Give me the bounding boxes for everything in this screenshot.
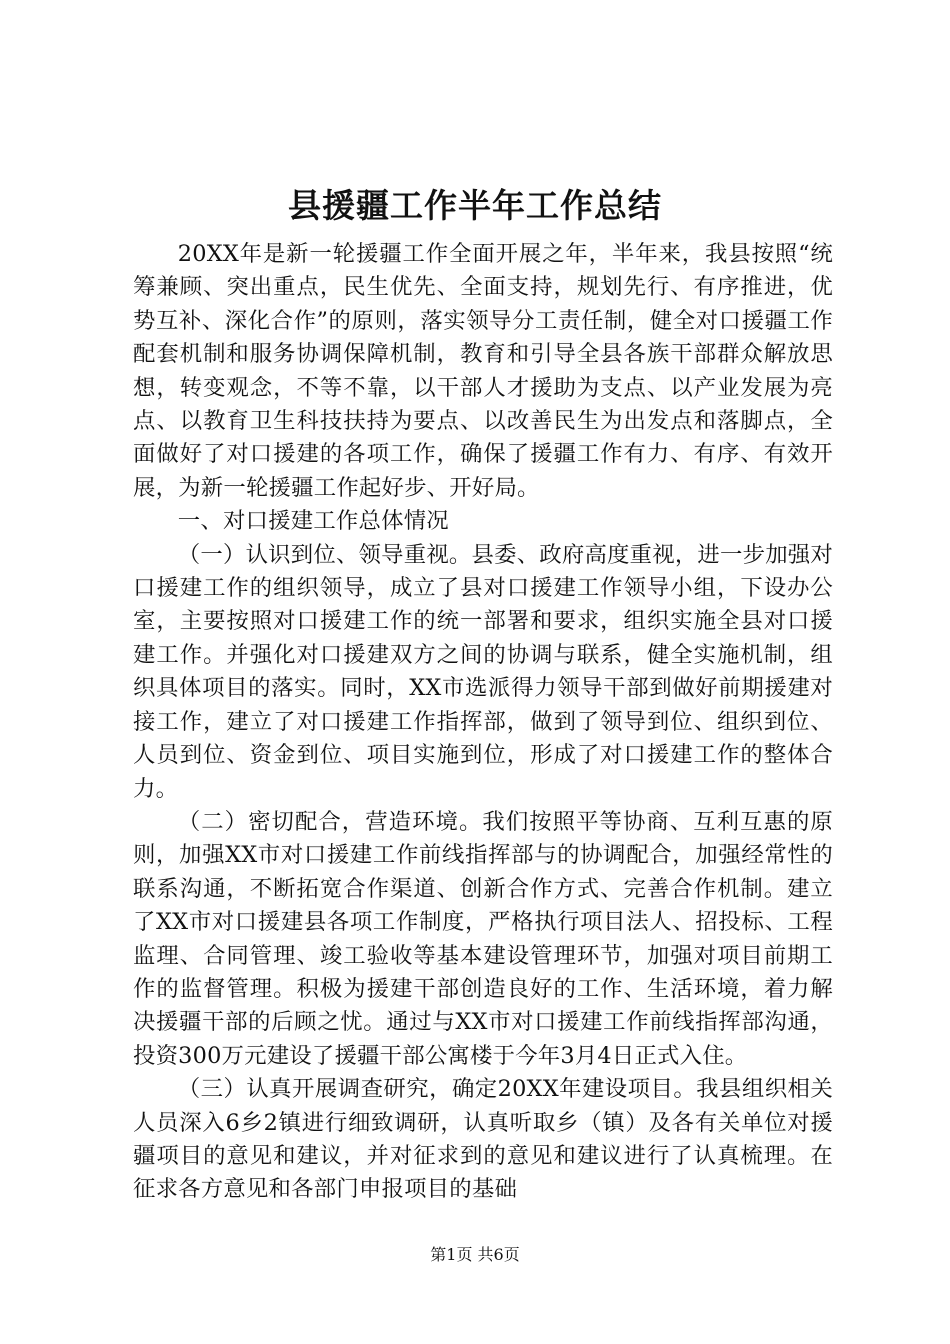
page-footer: 第1页 共6页 (430, 1245, 520, 1264)
paragraph-1: （一）认识到位、领导重视。县委、政府高度重视，进一步加强对口援建工作的组织领导，成立了县对口援建工作领导小组，下设办公室，主要按照对口援建工作的统一部署和要求，组织实施全县对口援建工作。并强化对口援建双方之间的协调与联系，健全实施机制，组织具体项目的落实。同时，XX市选派得力领导干部到做好前期援建对接工作，建立了对口援建工作指挥部，做到了领导到位、组织到位、人员到位、资金到位、项目实施到位，形成了对口援建工作的整体合力。 (133, 541, 833, 802)
section-heading-1: 一、对口援建工作总体情况 (177, 508, 449, 535)
paragraph-intro: 20XX年是新一轮援疆工作全面开展之年，半年来，我县按照“统筹兼顾、突出重点，民生优先、全面支持，规划先行、有序推进，优势互补、深化合作”的原则，落实领导分工责任制，健全对口援疆工作配套机制和服务协调保障机制，教育和引导全县各族干部群众解放思想，转变观念，不等不靠，以干部人才援助为支点、以产业发展为亮点、以教育卫生科技扶持为要点、以改善民生为出发点和落脚点，全面做好了对口援建的各项工作，确保了援疆工作有力、有序、有效开展，为新一轮援疆工作起好步、开好局。 (133, 241, 833, 501)
document-title: 县援疆工作半年工作总结 (288, 186, 662, 225)
document-body (133, 238, 833, 1207)
paragraph-3: （三）认真开展调查研究，确定20XX年建设项目。我县组织相关人员深入6乡2镇进行细致调研，认真听取乡（镇）及各有关单位对援疆项目的意见和建议，并对征求到的意见和建议进行了认真梳理。在征求各方意见和各部门申报项目的基础 (133, 1076, 833, 1203)
paragraph-2: （二）密切配合，营造环境。我们按照平等协商、互利互惠的原则，加强XX市对口援建工作前线指挥部与的协调配合，加强经常性的联系沟通，不断拓宽合作渠道、创新合作方式、完善合作机制。建立了XX市对口援建县各项工作制度，严格执行项目法人、招投标、工程监理、合同管理、竣工验收等基本建设管理环节，加强对项目前期工作的监督管理。积极为援建干部创造良好的工作、生活环境，着力解决援疆干部的后顾之忧。通过与XX市对口援建工作前线指挥部沟通，投资300万元建设了援疆干部公寓楼于今年3月4日正式入住。 (133, 808, 833, 1069)
